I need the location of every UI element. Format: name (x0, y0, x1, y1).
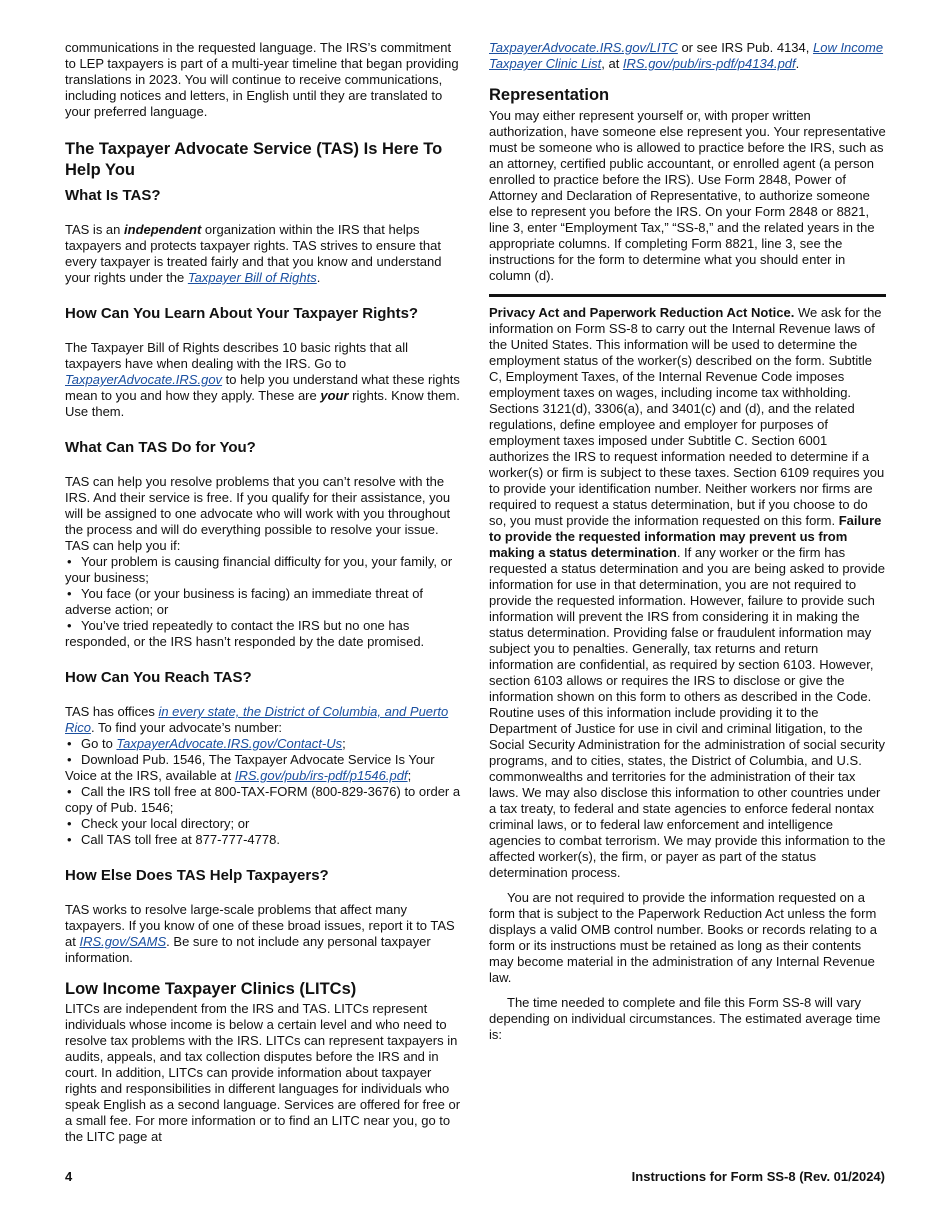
tas-offices-link[interactable]: in every state, the District of Columbia, and Puerto Rico (65, 704, 449, 735)
privacy-title: Privacy Act and Paperwork Reduction Act Notice. (489, 304, 795, 320)
else-help-paragraph: TAS works to resolve large-scale problems that affect many taxpayers. If you know of one of these broad issues, report it to TAS at IRS.gov/SAMS. Be sure to not include any personal taxpayer information. (65, 902, 455, 965)
learn-rights-heading: How Can You Learn About Your Taxpayer Rights? (65, 305, 419, 322)
what-can-tas-do-paragraph: TAS can help you resolve problems that you can’t resolve with the IRS. And their service is free. If you qualify for their assistance, you will be assigned to one advocate who will work with you throughout the process and will do everything possible to resolve your issue. TAS can help you if: (65, 474, 451, 553)
intro-paragraph: communications in the requested language. The IRS’s commitment to LEP taxpayers is part of a multi-year timeline that began providing translations in 2023. You will continue to receive communications, including notices and letters, in English until they are translated to your preferred language. (65, 40, 459, 119)
representation-paragraph: You may either represent yourself or, with proper written authorization, have someone else represent you. Your representative must be someone who is allowed to practice before the IRS, such as an attorney, certified public accountant, or enrolled agent (a person enrolled to practice before the IRS). Use Form 2848, Power of Attorney and Declaration of Representative, to authorize someone else to represent you before the IRS. On your Form 2848 or 8821, line 3, enter “Employment Tax,” “SS-8,” and the related years in the appropriate columns. If completing Form 8821, line 3, see the instructions for the form to determine what you should enter in column (d). (489, 107, 886, 283)
time-estimate-paragraph: The time needed to complete and file this Form SS-8 will vary depending on individual circumstances. The estimated average time is: (489, 994, 881, 1042)
bullet-icon: • (67, 586, 72, 601)
representation-heading: Representation (489, 86, 610, 104)
list-item: • Go to TaxpayerAdvocate.IRS.gov/Contact-Us; (67, 736, 346, 751)
learn-rights-paragraph: The Taxpayer Bill of Rights describes 10 basic rights that all taxpayers have when dealing with the IRS. Go to TaxpayerAdvocate.IRS.gov to help you understand what these rights mean to you and how they apply. These are your rights. Know them. Use them. (65, 340, 460, 419)
list-item: • Check your local directory; or (67, 816, 250, 831)
reach-tas-heading: How Can You Reach TAS? (65, 669, 252, 686)
list-item: • Call TAS toll free at 877-777-4778. (67, 832, 280, 847)
bullet-icon: • (67, 554, 72, 569)
privacy-paragraph: Privacy Act and Paperwork Reduction Act Notice. We ask for the information on Form SS-8 to carry out the Internal Revenue laws of the United States. This information will be used to determine the employment status of the worker(s) described on the form. Subtitle C, Employment Taxes, of the Internal Revenue Code imposes employment taxes on wages, including income tax withholding. Sections 3121(d), 3306(a), and 3401(c) and (d), and the related regulations, define employee and employer for purposes of employment taxes imposed under Subtitle C. Section 6001 authorizes the IRS to request information needed to determine if a worker(s) or firm is subject to these taxes. Section 6109 requires you to provide your identification number. Neither workers nor firms are required to request a status determination, but if you choose to do so, you must provide the information requested on this form. Failure to provide the requested information may prevent us from making a status determination. If any worker or the firm has requested a status determination and you are being asked to provide information for use in that determination, you are not required to provide the requested information. However, failure to provide such information will prevent the IRS from considering it in making the status determination. Providing false or fraudulent information may subject you to penalties. Generally, tax returns and return information are confidential, as required by section 6103. However, section 6103 allows or requires the IRS to disclose or give the information shown on this form to others as described in the Code. Routine uses of this information include providing it to the Department of Justice for use in civil and criminal litigation, to the Social Security Administration for the administration of social security programs, and to cities, states, the District of Columbia, and U.S. commonwealths and territories for the administration of their tax laws. We may also disclose this information to other countries under a tax treaty, to federal and state agencies to enforce federal nontax criminal laws, or to federal law enforcement and intelligence agencies to combat terrorism. We may provide this information to the affected worker(s), the firm, or payer as part of the status determination process. (489, 304, 886, 880)
bullet-icon: • (67, 832, 72, 847)
taxpayer-bill-of-rights-link[interactable]: Taxpayer Bill of Rights (187, 270, 317, 285)
pub-4134-link[interactable]: IRS.gov/pub/irs-pdf/p4134.pdf (622, 56, 796, 71)
what-is-tas-heading: What Is TAS? (65, 187, 161, 204)
list-item: • You’ve tried repeatedly to contact the IRS but no one has responded, or the IRS hasn’t responded by the date promised. (65, 618, 425, 649)
else-help-heading: How Else Does TAS Help Taxpayers? (65, 867, 329, 884)
list-item: • Call the IRS toll free at 800-TAX-FORM (800-829-3676) to order a copy of Pub. 1546; (65, 784, 461, 815)
bullet-icon: • (67, 816, 72, 831)
litc-heading: Low Income Taxpayer Clinics (LITCs) (65, 980, 357, 998)
bullet-icon: • (67, 784, 72, 799)
litc-paragraph: LITCs are independent from the IRS and TAS. LITCs represent individuals whose income is below a certain level and who need to resolve tax problems with the IRS. LITCs can represent taxpayers in audits, appeals, and tax collection disputes before the IRS and in court. In addition, LITCs can provide information about taxpayer rights and responsibilities in different languages for individuals who speak English as a second language. Services are offered for free or a small fee. For more information or to find an LITC near you, go to the LITC page at (65, 1000, 461, 1144)
list-item: • You face (or your business is facing) an immediate threat of adverse action; or (65, 586, 424, 617)
pub-1546-link[interactable]: IRS.gov/pub/irs-pdf/p1546.pdf (234, 768, 408, 783)
contact-us-link[interactable]: TaxpayerAdvocate.IRS.gov/Contact-Us (116, 736, 343, 751)
bullet-icon: • (67, 736, 72, 751)
omb-paragraph: You are not required to provide the information requested on a form that is subject to the Paperwork Reduction Act unless the form displays a valid OMB control number. Books or records relating to a form or its instructions must be retained as long as their contents may become material in the administration of any Internal Revenue law. (489, 889, 878, 985)
sams-link[interactable]: IRS.gov/SAMS (79, 934, 167, 949)
bullet-icon: • (67, 752, 72, 767)
section-divider (489, 294, 886, 297)
taxpayer-advocate-link[interactable]: TaxpayerAdvocate.IRS.gov (65, 372, 223, 387)
what-can-tas-do-heading: What Can TAS Do for You? (65, 439, 256, 456)
left-column (65, 40, 462, 1145)
list-item: • Your problem is causing financial difficulty for you, your family, or your business; (65, 554, 453, 585)
reach-tas-paragraph: TAS has offices in every state, the District of Columbia, and Puerto Rico. To find your advocate’s number: (65, 704, 449, 735)
list-item: • Download Pub. 1546, The Taxpayer Advocate Service Is Your Voice at the IRS, available at IRS.gov/pub/irs-pdf/p1546.pdf; (65, 752, 435, 783)
litc-list-link[interactable]: Low Income Taxpayer Clinic List (489, 40, 884, 71)
page-number: 4 (65, 1169, 73, 1184)
litc-page-link[interactable]: TaxpayerAdvocate.IRS.gov/LITC (489, 40, 678, 55)
what-is-tas-paragraph: TAS is an independent organization within the IRS that helps taxpayers and protects taxpayer rights. TAS strives to ensure that every taxpayer is treated fairly and that you know and understand your rights under the Taxpayer Bill of Rights. (65, 222, 442, 285)
right-column (489, 40, 886, 1043)
footer-title: Instructions for Form SS-8 (Rev. 01/2024) (631, 1169, 885, 1184)
litc-continued-paragraph: TaxpayerAdvocate.IRS.gov/LITC or see IRS Pub. 4134, Low Income Taxpayer Clinic List, at IRS.gov/pub/irs-pdf/p4134.pdf. (489, 40, 884, 71)
tas-heading: The Taxpayer Advocate Service (TAS) Is Here To Help You (65, 140, 443, 179)
bullet-icon: • (67, 618, 72, 633)
